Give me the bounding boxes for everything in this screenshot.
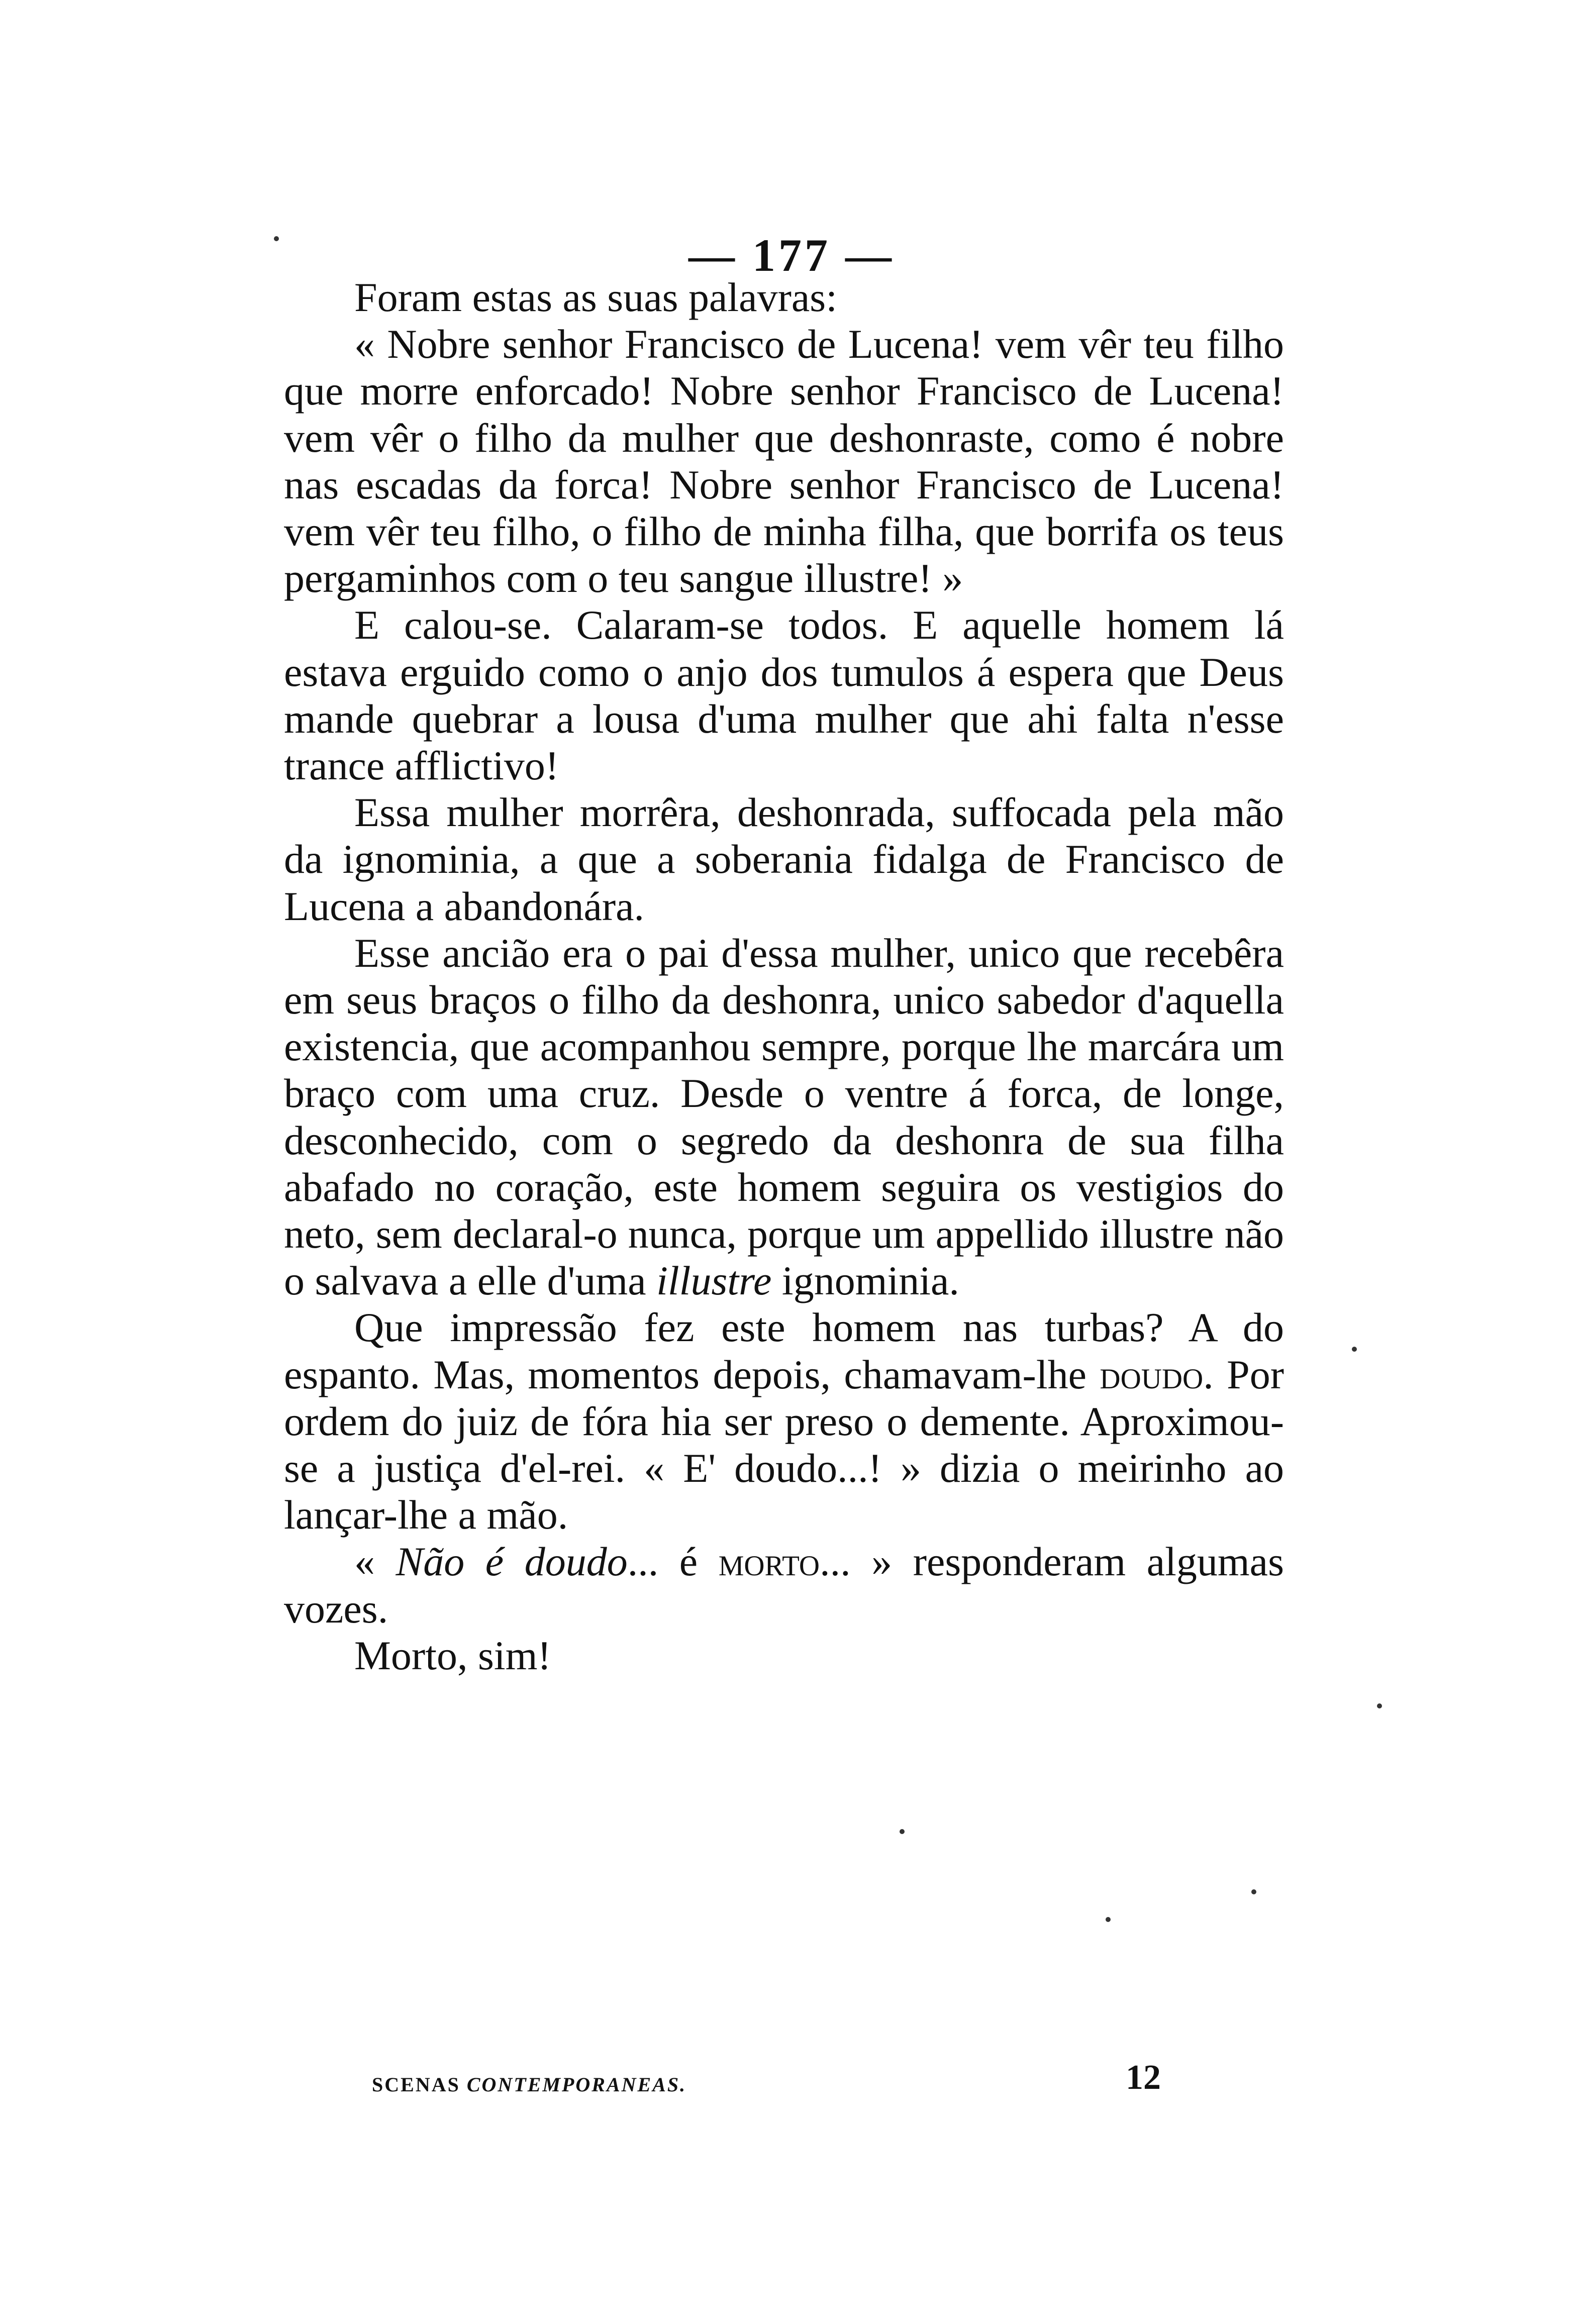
page-number: — 177 — [688,230,895,281]
paragraph-text: Esse ancião era o pai d'essa mulher, unico que recebêra em seus braços o filho da deshonra, unico sabedor d'aquella existencia, que acompanhou sempre, porque lhe marcára um braço com uma cruz. Desde o ventre á forca, de longe, desconhecido, com o segredo da deshonra de sua filha abafado no coração, este homem seguira os vestigios do neto, sem declaral-o nunca, porque um appellido illustre não o salvava a elle d'uma [284,930,1284,1304]
paragraph-text: . Por ordem do juiz de fóra hia ser preso o demente. Aproximou-se a justiça d'el-rei. « E' doudo...! » dizia o meirinho ao lançar-lhe a mão. [284,1351,1284,1538]
footer-signature [372,2073,686,2096]
paragraph: Morto, sim! [354,1632,551,1678]
footer-italic: CONTEMPORANEAS. [466,2073,687,2096]
paragraph: Essa mulher morrêra, deshonrada, suffocada pela mão da ignominia, a que a soberania fidalga de Francisco de Lucena a abandonára. [284,789,1284,929]
paragraph: E calou-se. Calaram-se todos. E aquelle homem lá estava erguido como o anjo dos tumulos á espera que Deus mande quebrar a lousa d'uma mulher que ahi falta n'esse trance afflictivo! [284,602,1284,789]
footer-roman: SCENAS [372,2073,460,2096]
paragraph [284,1304,1284,1538]
paragraph: « Nobre senhor Francisco de Lucena! vem vêr teu filho que morre enforcado! Nobre senhor Francisco de Lucena! vem vêr o filho da mulher que deshonraste, como é nobre nas escadas da forca! Nobre senhor Francisco de Lucena! vem vêr teu filho, o filho de minha filha, que borrifa os teus pergaminhos com o teu sangue illustre! » [284,321,1284,601]
paragraph [284,930,1284,1304]
print-speck [900,1829,905,1834]
paragraph-text: Que impressão fez este homem nas turbas? A do espanto. Mas, momentos depois, chamavam-lhe [284,1304,1284,1397]
italic-phrase: Não é doudo [395,1539,628,1585]
paragraph: Foram estas as suas palavras: [354,274,837,320]
small-caps-word: morto [718,1539,820,1585]
paragraph-text: ... » responderam algumas vozes. [284,1539,1284,1632]
quote-mark: « [354,1539,375,1585]
paragraph-text: ... é [627,1539,698,1585]
paragraph-text: ignominia. [781,1258,959,1304]
print-speck [1106,1917,1111,1922]
small-caps-word: doudo [1100,1351,1204,1397]
italic-word: illustre [656,1258,772,1304]
print-speck [1377,1703,1382,1708]
print-speck [1251,1889,1256,1894]
body-text [284,274,1284,1679]
print-speck [1352,1347,1357,1352]
paragraph [284,1538,1284,1632]
print-speck [274,236,279,241]
signature-mark: 12 [1126,2058,1161,2097]
